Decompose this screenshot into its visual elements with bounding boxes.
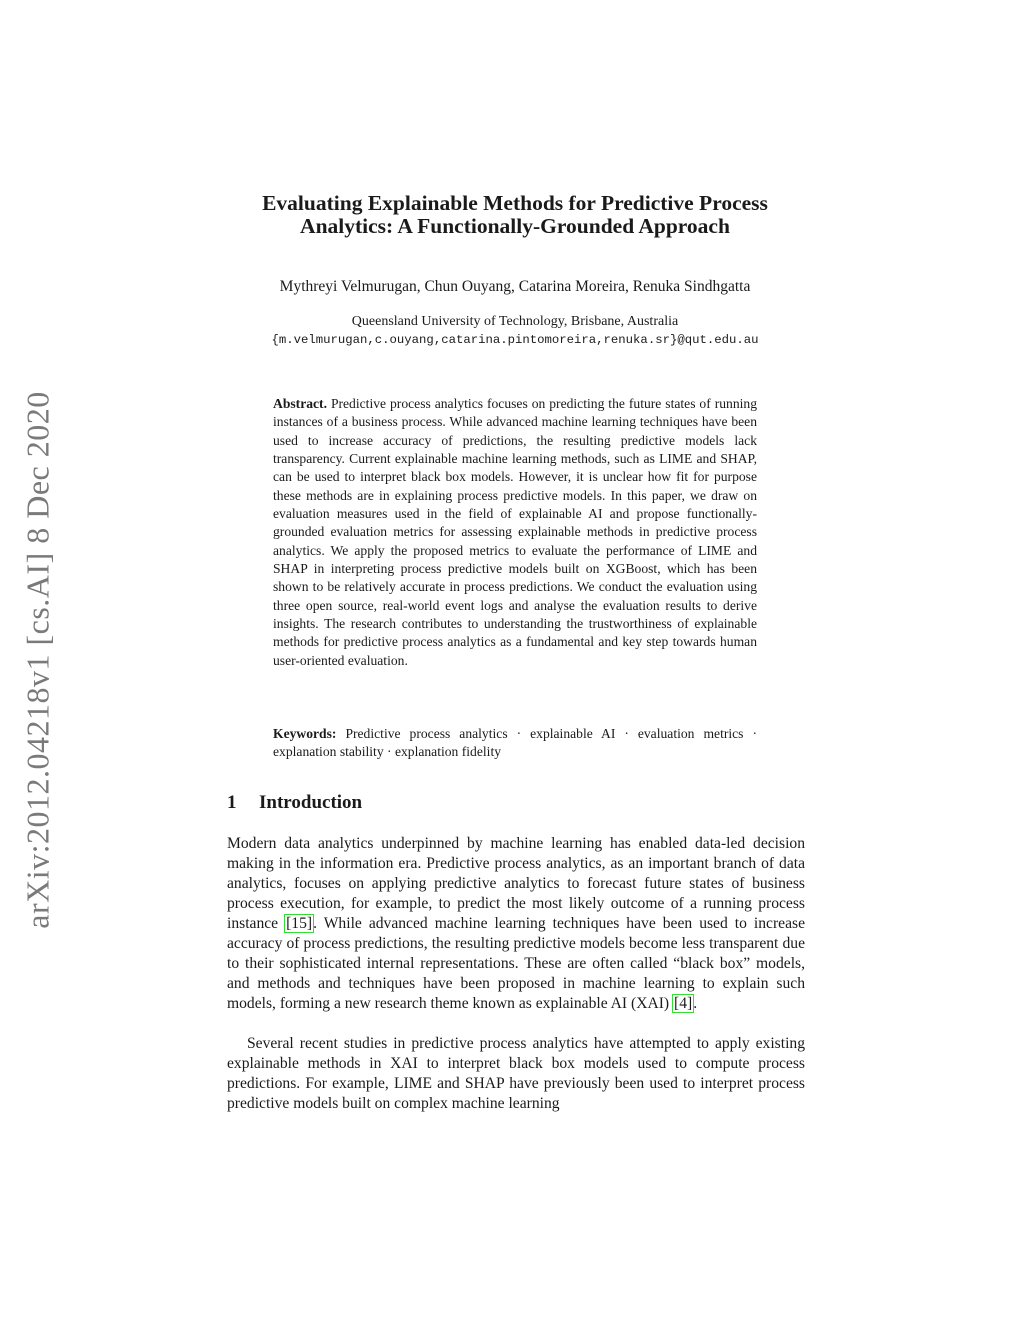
introduction-paragraph-1: [227, 834, 805, 1014]
citation-link-4[interactable]: [4]: [674, 995, 693, 1012]
paper-title: [200, 192, 830, 238]
section-number: 1: [227, 792, 237, 813]
title-line-1: Evaluating Explainable Methods for Predictive Process: [262, 191, 768, 215]
paragraph-text: Modern data analytics underpinned by machine learning has enabled data-led decision making in the information era. Predictive process analytics, as an important branch of data analytics, focuses on applying predictive analytics to forecast future states of business process execution, for example, to predict the most likely outcome of a running process instance: [227, 835, 805, 932]
introduction-paragraph-2: Several recent studies in predictive process analytics have attempted to apply existing explainable methods in XAI to interpret black box models used to compute process predictions. For example, LIME and SHAP have previously been used to interpret process predictive models built on complex machine learning: [227, 1035, 805, 1112]
affiliation: Queensland University of Technology, Brisbane, Australia: [351, 314, 679, 329]
keywords-text: Predictive process analytics · explainable AI · evaluation metrics · explanation stability · explanation fidelity: [273, 726, 757, 760]
abstract-text: Predictive process analytics focuses on predicting the future states of running instances of a business process. While advanced machine learning techniques have been used to increase accuracy of predictions, the resulting predictive models lack transparency. Current explainable machine learning methods, such as LIME and SHAP, can be used to interpret black box models. However, it is unclear how fit for purpose these methods are in explaining process predictive models. In this paper, we draw on evaluation measures used in the field of explainable AI and propose functionally-grounded evaluation metrics for assessing explainable methods in predictive process analytics. We apply the proposed metrics to evaluate the performance of LIME and SHAP in interpreting process predictive models built on XGBoost, which has been shown to be relatively accurate in process predictions. We conduct the evaluation using three open source, real-world event logs and analyse the evaluation results to derive insights. The research contributes to understanding the trustworthiness of explainable methods for predictive process analytics as a fundamental and key step towards human user-oriented evaluation.: [273, 396, 757, 668]
author-list: Mythreyi Velmurugan, Chun Ouyang, Catarina Moreira, Renuka Sindhgatta: [279, 278, 751, 295]
section-title: Introduction: [259, 792, 363, 813]
keywords-label: Keywords:: [273, 726, 337, 741]
abstract-label: Abstract.: [273, 396, 327, 411]
author-emails[interactable]: {m.velmurugan,c.ouyang,catarina.pintomoreira,renuka.sr}@qut.edu.au: [271, 333, 759, 347]
paragraph-text: .: [693, 995, 698, 1012]
arxiv-identifier: arXiv:2012.04218v1 [cs.AI] 8 Dec 2020: [19, 391, 56, 929]
paragraph-text: . While advanced machine learning techniques have been used to increase accuracy of process predictions, the resulting predictive models become less transparent due to their sophisticated internal representations. These are often called “black box” models, and methods and techniques have been proposed in machine learning to explain such models, forming a new research theme known as explainable AI (XAI): [227, 915, 805, 1012]
title-line-2: Analytics: A Functionally-Grounded Approach: [300, 214, 730, 238]
abstract: [273, 395, 757, 670]
citation-link-15[interactable]: [15]: [286, 915, 313, 932]
section-heading: [227, 792, 362, 814]
arxiv-sidebar: [8, 360, 68, 960]
keywords: [273, 725, 757, 762]
